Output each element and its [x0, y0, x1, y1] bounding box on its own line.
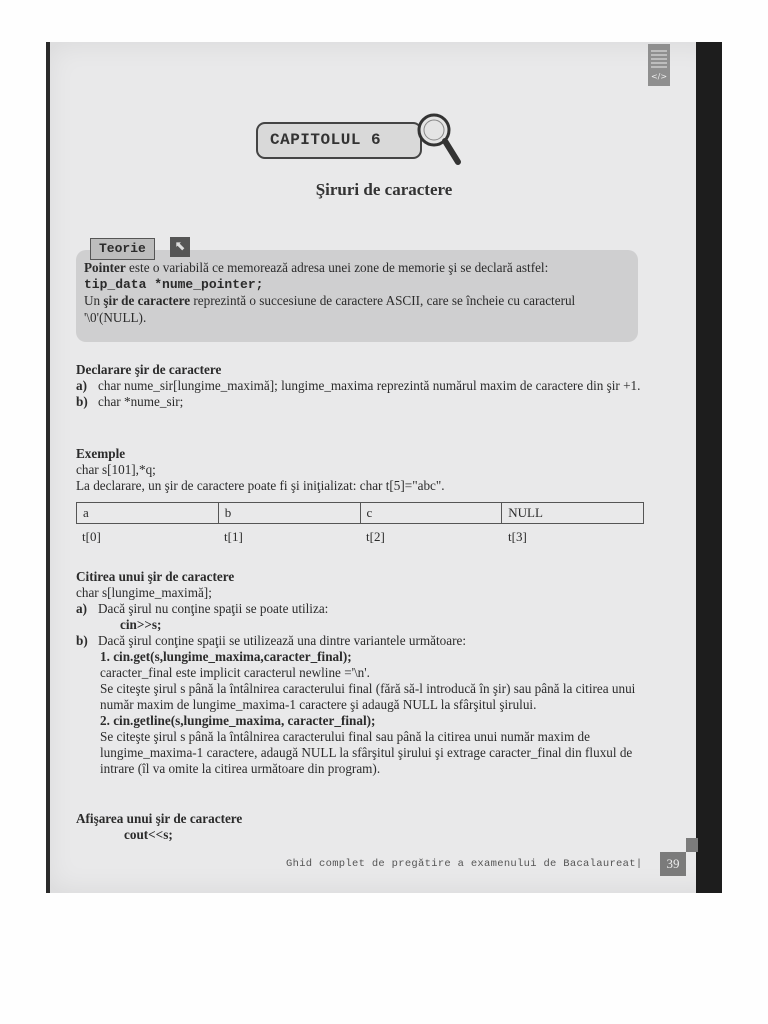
table-row: [77, 503, 644, 524]
chapter-label: CAPITOLUL 6: [256, 122, 422, 159]
magnifier-icon: [412, 108, 464, 170]
citire-item-a: a) Dacă şirul nu conţine spaţii se poate utiliza:: [76, 601, 329, 616]
array-index: t[2]: [366, 529, 385, 544]
teorie-line-1: Pointer este o variabilă ce memorează adresa unei zone de memorie şi se declară astfel:: [84, 260, 549, 275]
exemple-heading: Exemple: [76, 446, 126, 461]
afisare-heading: Afişarea unui şir de caractere: [76, 811, 243, 826]
array-index: t[1]: [224, 529, 243, 544]
table-cell: b: [218, 503, 360, 524]
table-cell: c: [360, 503, 502, 524]
array-index: t[3]: [508, 529, 527, 544]
variant-2-title: 2. cin.getline(s,lungime_maxima, caracter_final);: [100, 713, 376, 728]
cursor-arrow-icon: ⬉: [170, 237, 190, 257]
page-title: Şiruri de caractere: [315, 180, 453, 199]
tab-code-label: </>: [650, 72, 668, 81]
citire-decl: char s[lungime_maximă];: [76, 585, 212, 600]
declarare-item-a: a) char nume_sir[lungime_maximă]; lungime_maxima reprezintă numărul maxim de caractere din şir +1.: [76, 378, 641, 393]
page-number-corner: [686, 838, 698, 852]
table-cell: NULL: [502, 503, 644, 524]
citire-heading: Citirea unui şir de caractere: [76, 569, 235, 584]
citire-item-b: b) Dacă şirul conţine spaţii se utilizează una dintre variantele următoare:: [76, 633, 466, 648]
declarare-heading: Declarare şir de caractere: [76, 362, 222, 377]
teorie-label: Teorie: [90, 238, 155, 260]
afisare-section: [76, 811, 646, 843]
page-edge-right: [696, 42, 722, 893]
array-index: t[0]: [82, 529, 101, 544]
declarare-item-b: b) char *nume_sir;: [76, 394, 184, 409]
citire-a-code: cin>>s;: [120, 617, 162, 632]
afisare-code: cout<<s;: [124, 827, 173, 842]
exemple-section: [76, 446, 646, 494]
exemple-line-1: char s[101],*q;: [76, 462, 156, 477]
variant-1-line-2: Se citeşte şirul s până la întâlnirea caracterului final (fără să-l introducă în şir) sau până la citirea unui număr maxim de lungime_maxima-1 caractere şi adaugă NULL la sfârşitul şirului.: [100, 681, 636, 712]
teorie-line-4: '\0'(NULL).: [84, 309, 147, 325]
variant-1: [76, 649, 650, 777]
teorie-line-2: tip_data *nume_pointer;: [84, 276, 264, 292]
citire-section: [76, 569, 650, 777]
teorie-text: [84, 260, 632, 326]
char-array-table: [76, 502, 644, 524]
exemple-line-2: La declarare, un şir de caractere poate fi şi iniţializat: char t[5]="abc".: [76, 478, 445, 493]
footer-text: Ghid complet de pregătire a examenului de Bacalaureat|: [286, 858, 643, 870]
page-number: 39: [660, 852, 686, 876]
page-edge-left: [46, 42, 50, 893]
variant-2-line-1: Se citeşte şirul s până la întâlnirea caracterului final sau până la citirea unui număr maxim de lungime_maxima-1 caractere, adaugă NULL la sfârşitul şirului şi extrage caracter_final din fluxul de intrare (îl va omite la citirea următoare din program).: [100, 729, 633, 776]
table-cell: a: [77, 503, 219, 524]
tab-lines-icon: [651, 50, 667, 70]
corner-code-tab: [648, 44, 670, 86]
declarare-section: [76, 362, 646, 410]
teorie-line-3: Un şir de caractere reprezintă o succesiune de caractere ASCII, care se încheie cu caracterul: [84, 293, 576, 308]
variant-1-title: 1. cin.get(s,lungime_maxima,caracter_final);: [100, 649, 352, 664]
variant-1-line-1: caracter_final este implicit caracterul newline ='\n'.: [100, 665, 370, 680]
